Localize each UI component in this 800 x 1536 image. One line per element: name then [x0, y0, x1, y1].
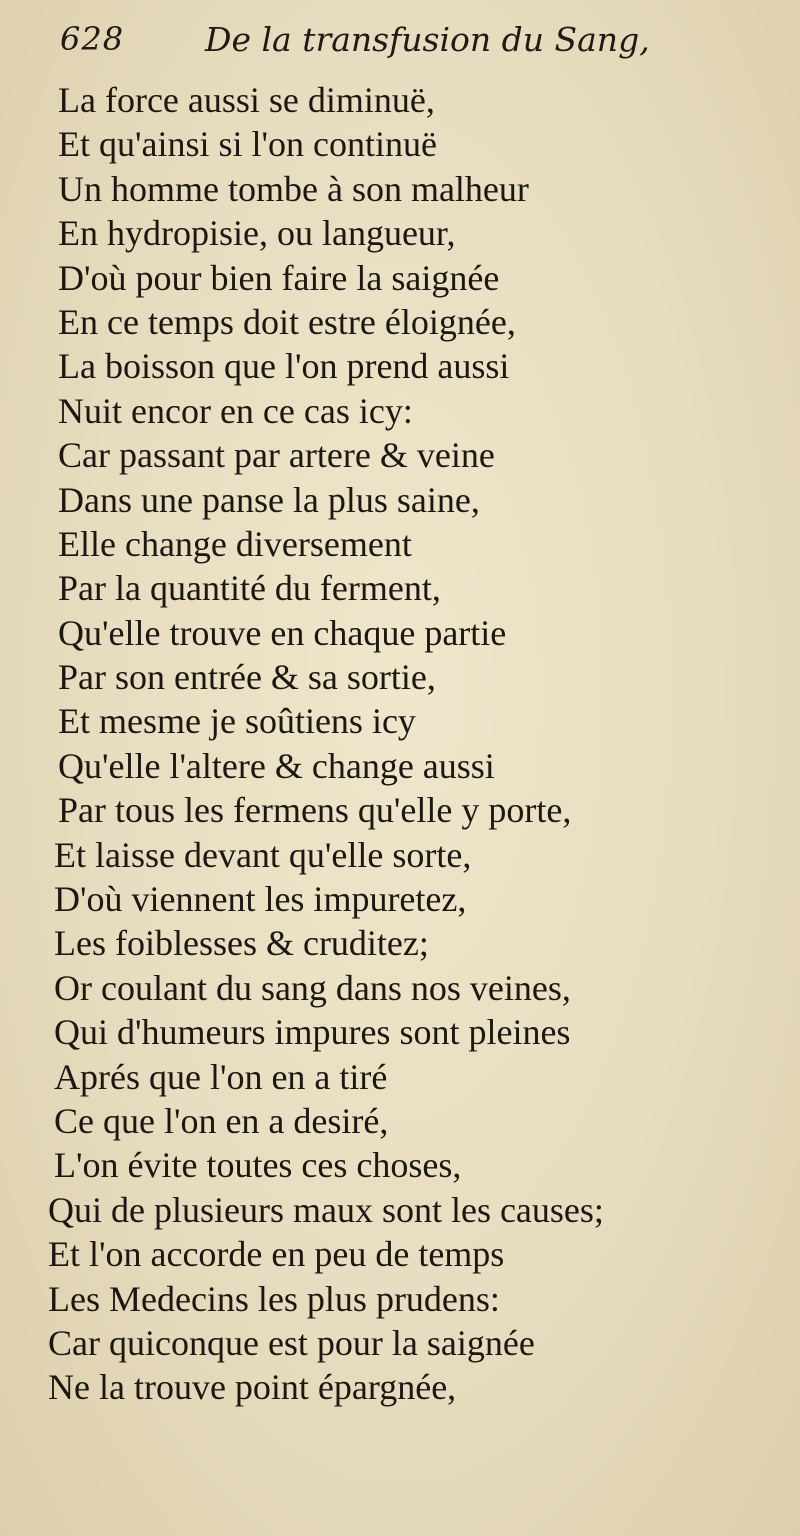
- verse-line: Or coulant du sang dans nos veines,: [54, 967, 571, 1008]
- verse-line: En hydropisie, ou langueur,: [58, 213, 456, 254]
- verse-line: Dans une panse la plus saine,: [58, 479, 480, 520]
- verse-line: Car quiconque est pour la saignée: [48, 1322, 535, 1363]
- verse-line: Par son entrée & sa sortie,: [58, 657, 436, 698]
- verse-line: La force aussi se diminuë,: [58, 80, 435, 120]
- page-number: 628: [60, 20, 125, 58]
- verse-line: Par la quantité du ferment,: [58, 568, 441, 609]
- verse-line: Ce que l'on en a desiré,: [54, 1100, 389, 1141]
- verse-line: La boisson que l'on prend aussi: [58, 346, 510, 387]
- verse-line: Et laisse devant qu'elle sorte,: [54, 834, 472, 875]
- verse-line: D'où viennent les impuretez,: [54, 879, 467, 920]
- running-head: De la transfusion du Sang,: [205, 20, 650, 59]
- verse-line: D'où pour bien faire la saignée: [58, 257, 500, 298]
- verse-line: Et mesme je soûtiens icy: [58, 701, 416, 742]
- verse-line: Et qu'ainsi si l'on continuë: [58, 124, 437, 165]
- verse-line: Qui d'humeurs impures sont pleines: [54, 1012, 571, 1053]
- verse-line: L'on évite toutes ces choses,: [54, 1145, 462, 1186]
- page-header: [0, 20, 800, 76]
- verse-line: Par tous les fermens qu'elle y porte,: [58, 790, 572, 831]
- verse-line: Car passant par artere & veine: [58, 435, 495, 476]
- verse-line: En ce temps doit estre éloignée,: [58, 301, 516, 342]
- verse-line: Qu'elle l'altere & change aussi: [58, 745, 495, 786]
- verse-line: Ne la trouve point épargnée,: [48, 1367, 457, 1408]
- verse-line: Un homme tombe à son malheur: [58, 168, 529, 209]
- verse-text: [48, 78, 758, 1410]
- verse-line: Les Medecins les plus prudens:: [48, 1278, 500, 1319]
- verse-line: Qui de plusieurs maux sont les causes;: [48, 1189, 604, 1230]
- verse-line: Nuit encor en ce cas icy:: [58, 390, 413, 431]
- verse-line: Et l'on accorde en peu de temps: [48, 1234, 505, 1275]
- verse-line: Les foiblesses & cruditez;: [54, 923, 429, 964]
- verse-line: Aprés que l'on en a tiré: [54, 1056, 388, 1097]
- verse-line: Qu'elle trouve en chaque partie: [58, 612, 507, 653]
- verse-line: Elle change diversement: [58, 523, 412, 564]
